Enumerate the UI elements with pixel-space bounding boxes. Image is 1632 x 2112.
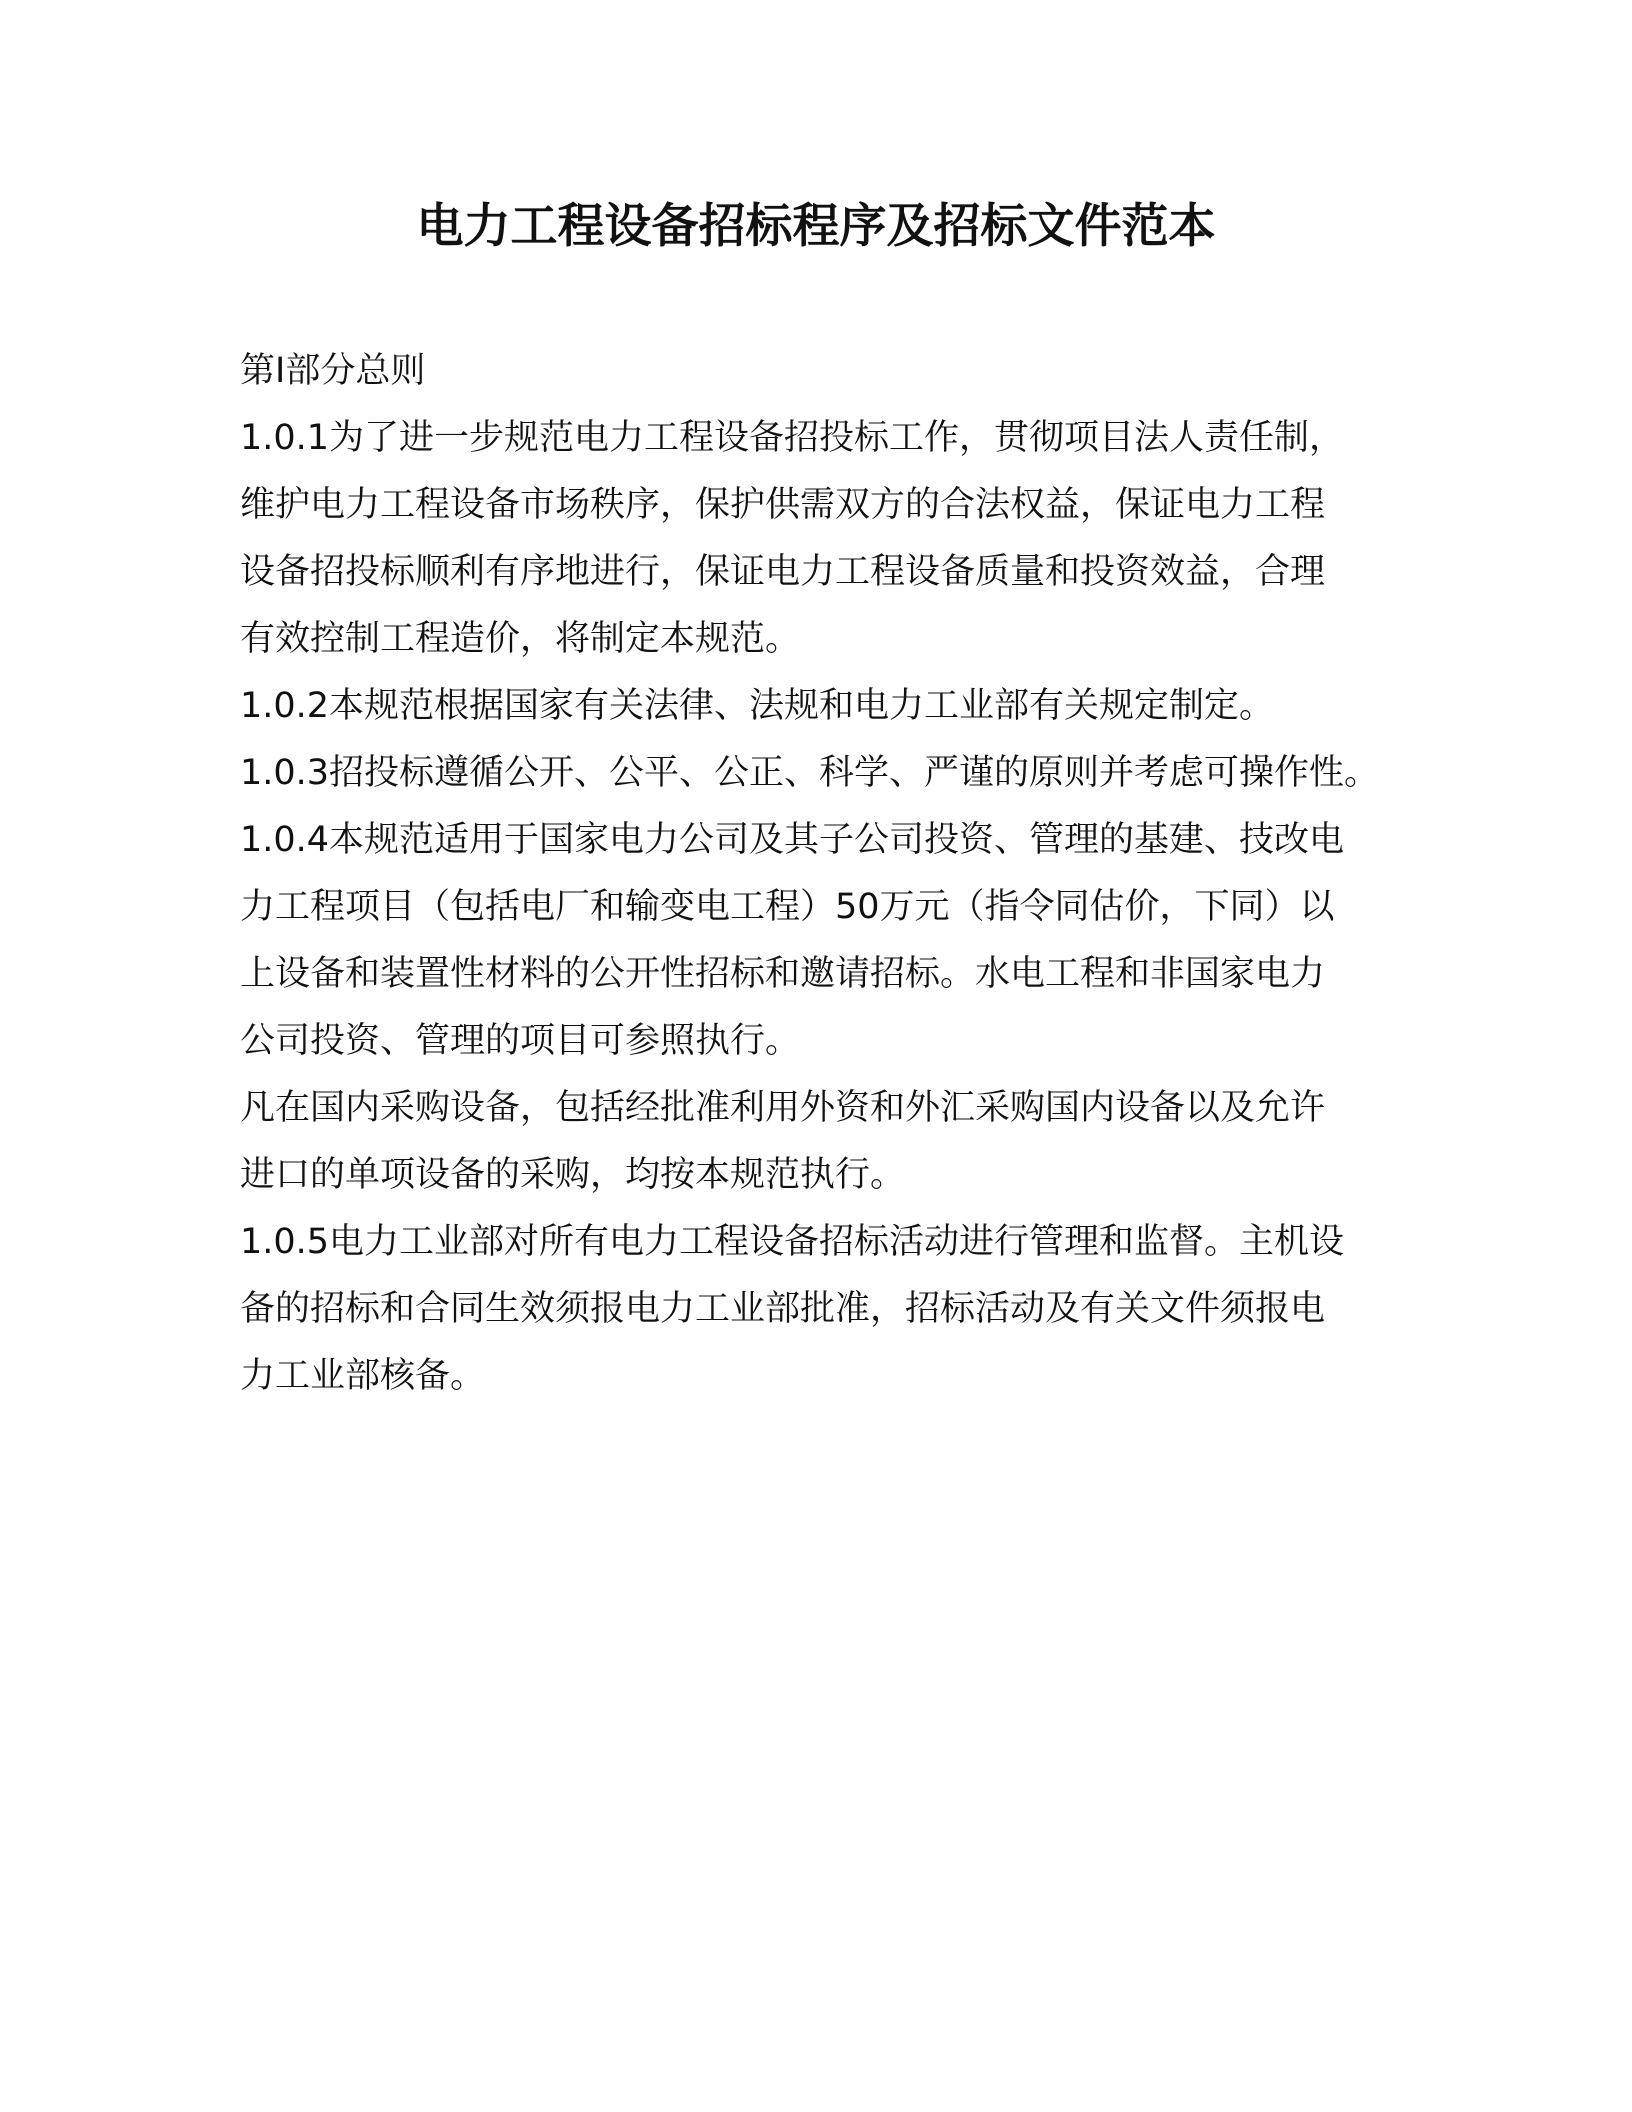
paragraph-line: 1.0.1为了进一步规范电力工程设备招投标工作，贯彻项目法人责任制，	[240, 418, 1345, 458]
paragraph-line: 1.0.5电力工业部对所有电力工程设备招标活动进行管理和监督。主机设	[240, 1222, 1345, 1262]
paragraph-line: 力工程项目（包括电厂和输变电工程）50万元（指令同估价，下同）以	[240, 887, 1335, 927]
paragraph-line: 有效控制工程造价，将制定本规范。	[240, 619, 801, 659]
paragraph-line: 维护电力工程设备市场秩序，保护供需双方的合法权益，保证电力工程	[240, 485, 1326, 525]
paragraph-line: 上设备和装置性材料的公开性招标和邀请招标。水电工程和非国家电力	[240, 954, 1326, 994]
paragraph-line: 1.0.2本规范根据国家有关法律、法规和电力工业部有关规定制定。	[240, 686, 1275, 726]
document-title: 电力工程设备招标程序及招标文件范本	[416, 199, 1216, 254]
paragraph-line: 备的招标和合同生效须报电力工业部批准，招标活动及有关文件须报电	[240, 1289, 1326, 1329]
paragraph-line: 进口的单项设备的采购，均按本规范执行。	[240, 1155, 906, 1195]
paragraph-line: 1.0.3招投标遵循公开、公平、公正、科学、严谨的原则并考虑可操作性。	[240, 753, 1380, 793]
document-body	[240, 338, 1390, 1410]
section-heading: 第Ⅰ部分总则	[240, 351, 426, 391]
paragraph-line: 1.0.4本规范适用于国家电力公司及其子公司投资、管理的基建、技改电	[240, 820, 1345, 860]
paragraph-line: 力工业部核备。	[240, 1356, 486, 1396]
paragraph-line: 设备招投标顺利有序地进行，保证电力工程设备质量和投资效益，合理	[240, 552, 1326, 592]
paragraph-line: 凡在国内采购设备，包括经批准利用外资和外汇采购国内设备以及允许	[240, 1088, 1326, 1128]
paragraph-line: 公司投资、管理的项目可参照执行。	[240, 1021, 801, 1061]
